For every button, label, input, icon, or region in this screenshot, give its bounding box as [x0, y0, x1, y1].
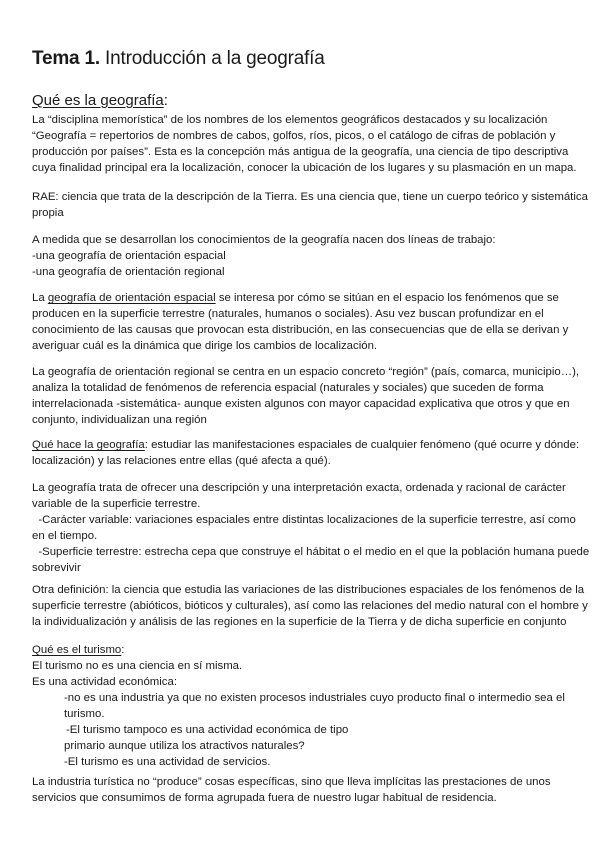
page-title — [32, 48, 325, 70]
text-span: : estudiar las manifestaciones espaciales de cualquier fenómeno (qué ocurre y dónde: — [144, 439, 580, 451]
text-line: A medida que se desarrollan los conocimientos de la geografía nacen dos líneas de trabajo: — [32, 234, 496, 246]
turismo-heading-colon: : — [121, 644, 125, 656]
text-line: Otra definición: la ciencia que estudia las variaciones de las distribuciones espaciales de los fenómenos de la — [32, 584, 585, 596]
text-line: La geografía de orientación regional se centra en un espacio concreto “región” (país, comarca, municipio…), — [32, 366, 580, 378]
text-line — [32, 437, 580, 453]
text-line — [32, 290, 572, 306]
text-line: producción por países”. Esta es la concepción más antigua de la geografía, una ciencia de tipo descriptiva — [32, 146, 569, 158]
text-line: servicios que consumimos de forma agrupada fuera de nuestro lugar habitual de residencia. — [32, 792, 497, 804]
text-line: cuya finalidad principal era la localización, conocer la ubicación de los lugares y su plasmación en un mapa. — [32, 162, 577, 174]
title-number: Tema 1. — [32, 48, 100, 69]
text-line: en el tiempo. — [32, 530, 98, 542]
text-line: -Superficie terrestre: estrecha cepa que construye el hábitat o el medio en el que la población humana puede — [32, 546, 590, 558]
text-line: El turismo no es una ciencia en sí misma. — [32, 660, 243, 672]
paragraph-descripcion — [32, 480, 590, 576]
section-heading-text: Qué es la geografía — [32, 92, 164, 109]
text-line: averiguar cuál es la dinámica que dirige los cambios de localización. — [32, 340, 378, 352]
text-span: La — [32, 292, 48, 304]
text-line: Es una actividad económica: — [32, 676, 177, 688]
paragraph-lineas-trabajo — [32, 232, 572, 280]
text-line: la individualización y análisis de las regiones en la superficie de la Tierra y de dicha superficie en conjunto — [32, 616, 567, 628]
text-line: La “disciplina memorística” de los nombres de los elementos geográficos destacados y su localización — [32, 114, 548, 126]
paragraph-orientacion-espacial — [32, 290, 572, 354]
paragraph-rae — [32, 189, 588, 221]
turismo-heading — [32, 642, 572, 658]
text-line: conocimiento de las causas que provocan esta distribución, en las consecuencias que de ella se derivan y — [32, 324, 569, 336]
title-text: Introducción a la geografía — [105, 48, 325, 69]
text-line: propia — [32, 207, 64, 219]
section-turismo — [32, 642, 572, 770]
text-line: interrelacionada -sistemática- aunque existen algunos con mayor capacidad explicativa que otros y que en — [32, 398, 570, 410]
list-item: -una geografía de orientación espacial — [32, 250, 226, 262]
list-item: -una geografía de orientación regional — [32, 266, 225, 278]
text-line: La industria turística no “produce” cosas específicas, sino que lleva implícitas las prestaciones de unos — [32, 776, 551, 788]
list-item: -El turismo es una actividad de servicios. — [64, 756, 271, 768]
list-item: -no es una industria ya que no existen procesos industriales cuyo producto final o intermedio sea el — [64, 692, 565, 704]
term-que-hace-geografia: Qué hace la geografía — [32, 439, 145, 451]
text-span: se interesa por cómo se sitúan en el espacio los fenómenos que se — [215, 292, 559, 304]
text-line: turismo. — [64, 708, 105, 720]
turismo-heading-text: Qué es el turismo — [32, 644, 122, 656]
text-line: producen en la superficie terrestre (naturales, humanos o sociales). Asu vez buscan profundizar en el — [32, 308, 544, 320]
text-line: variable de la superficie terrestre. — [32, 498, 201, 510]
text-line: sobrevivir — [32, 562, 81, 574]
text-line: RAE: ciencia que trata de la descripción de la Tierra. Es una ciencia que, tiene un cuerpo teórico y sistemática — [32, 191, 588, 203]
text-line: analiza la totalidad de fenómenos de referencia espacial (naturales y sociales) que suceden de forma — [32, 382, 544, 394]
text-line: localización) y las relaciones entre ellas (qué afecta a qué). — [32, 455, 331, 467]
text-line: -Carácter variable: variaciones espaciales entre distintas localizaciones de la superficie terrestre, así como — [32, 514, 576, 526]
text-line: conjunto, individualizan una región — [32, 414, 207, 426]
text-line: “Geografía = repertorios de nombres de cabos, golfos, ríos, picos, o el catálogo de cifras de población y — [32, 130, 556, 142]
text-line: superficie terrestre (abióticos, bióticos y culturales), así como las relaciones del medio natural con el hombre y — [32, 600, 588, 612]
paragraph-que-hace — [32, 437, 580, 469]
list-item: -El turismo tampoco es una actividad económica de tipo — [66, 724, 349, 736]
paragraph-otra-definicion — [32, 582, 588, 630]
term-geografia-espacial: geografía de orientación espacial — [47, 292, 216, 304]
text-line: primario aunque utiliza los atractivos naturales? — [64, 740, 305, 752]
text-line: La geografía trata de ofrecer una descripción y una interpretación exacta, ordenada y racional de carácter — [32, 482, 566, 494]
paragraph-definicion — [32, 112, 577, 176]
paragraph-orientacion-regional — [32, 364, 580, 428]
section-heading-colon: : — [163, 92, 168, 109]
section-heading-geografia — [32, 92, 168, 109]
paragraph-industria-turistica — [32, 774, 572, 806]
